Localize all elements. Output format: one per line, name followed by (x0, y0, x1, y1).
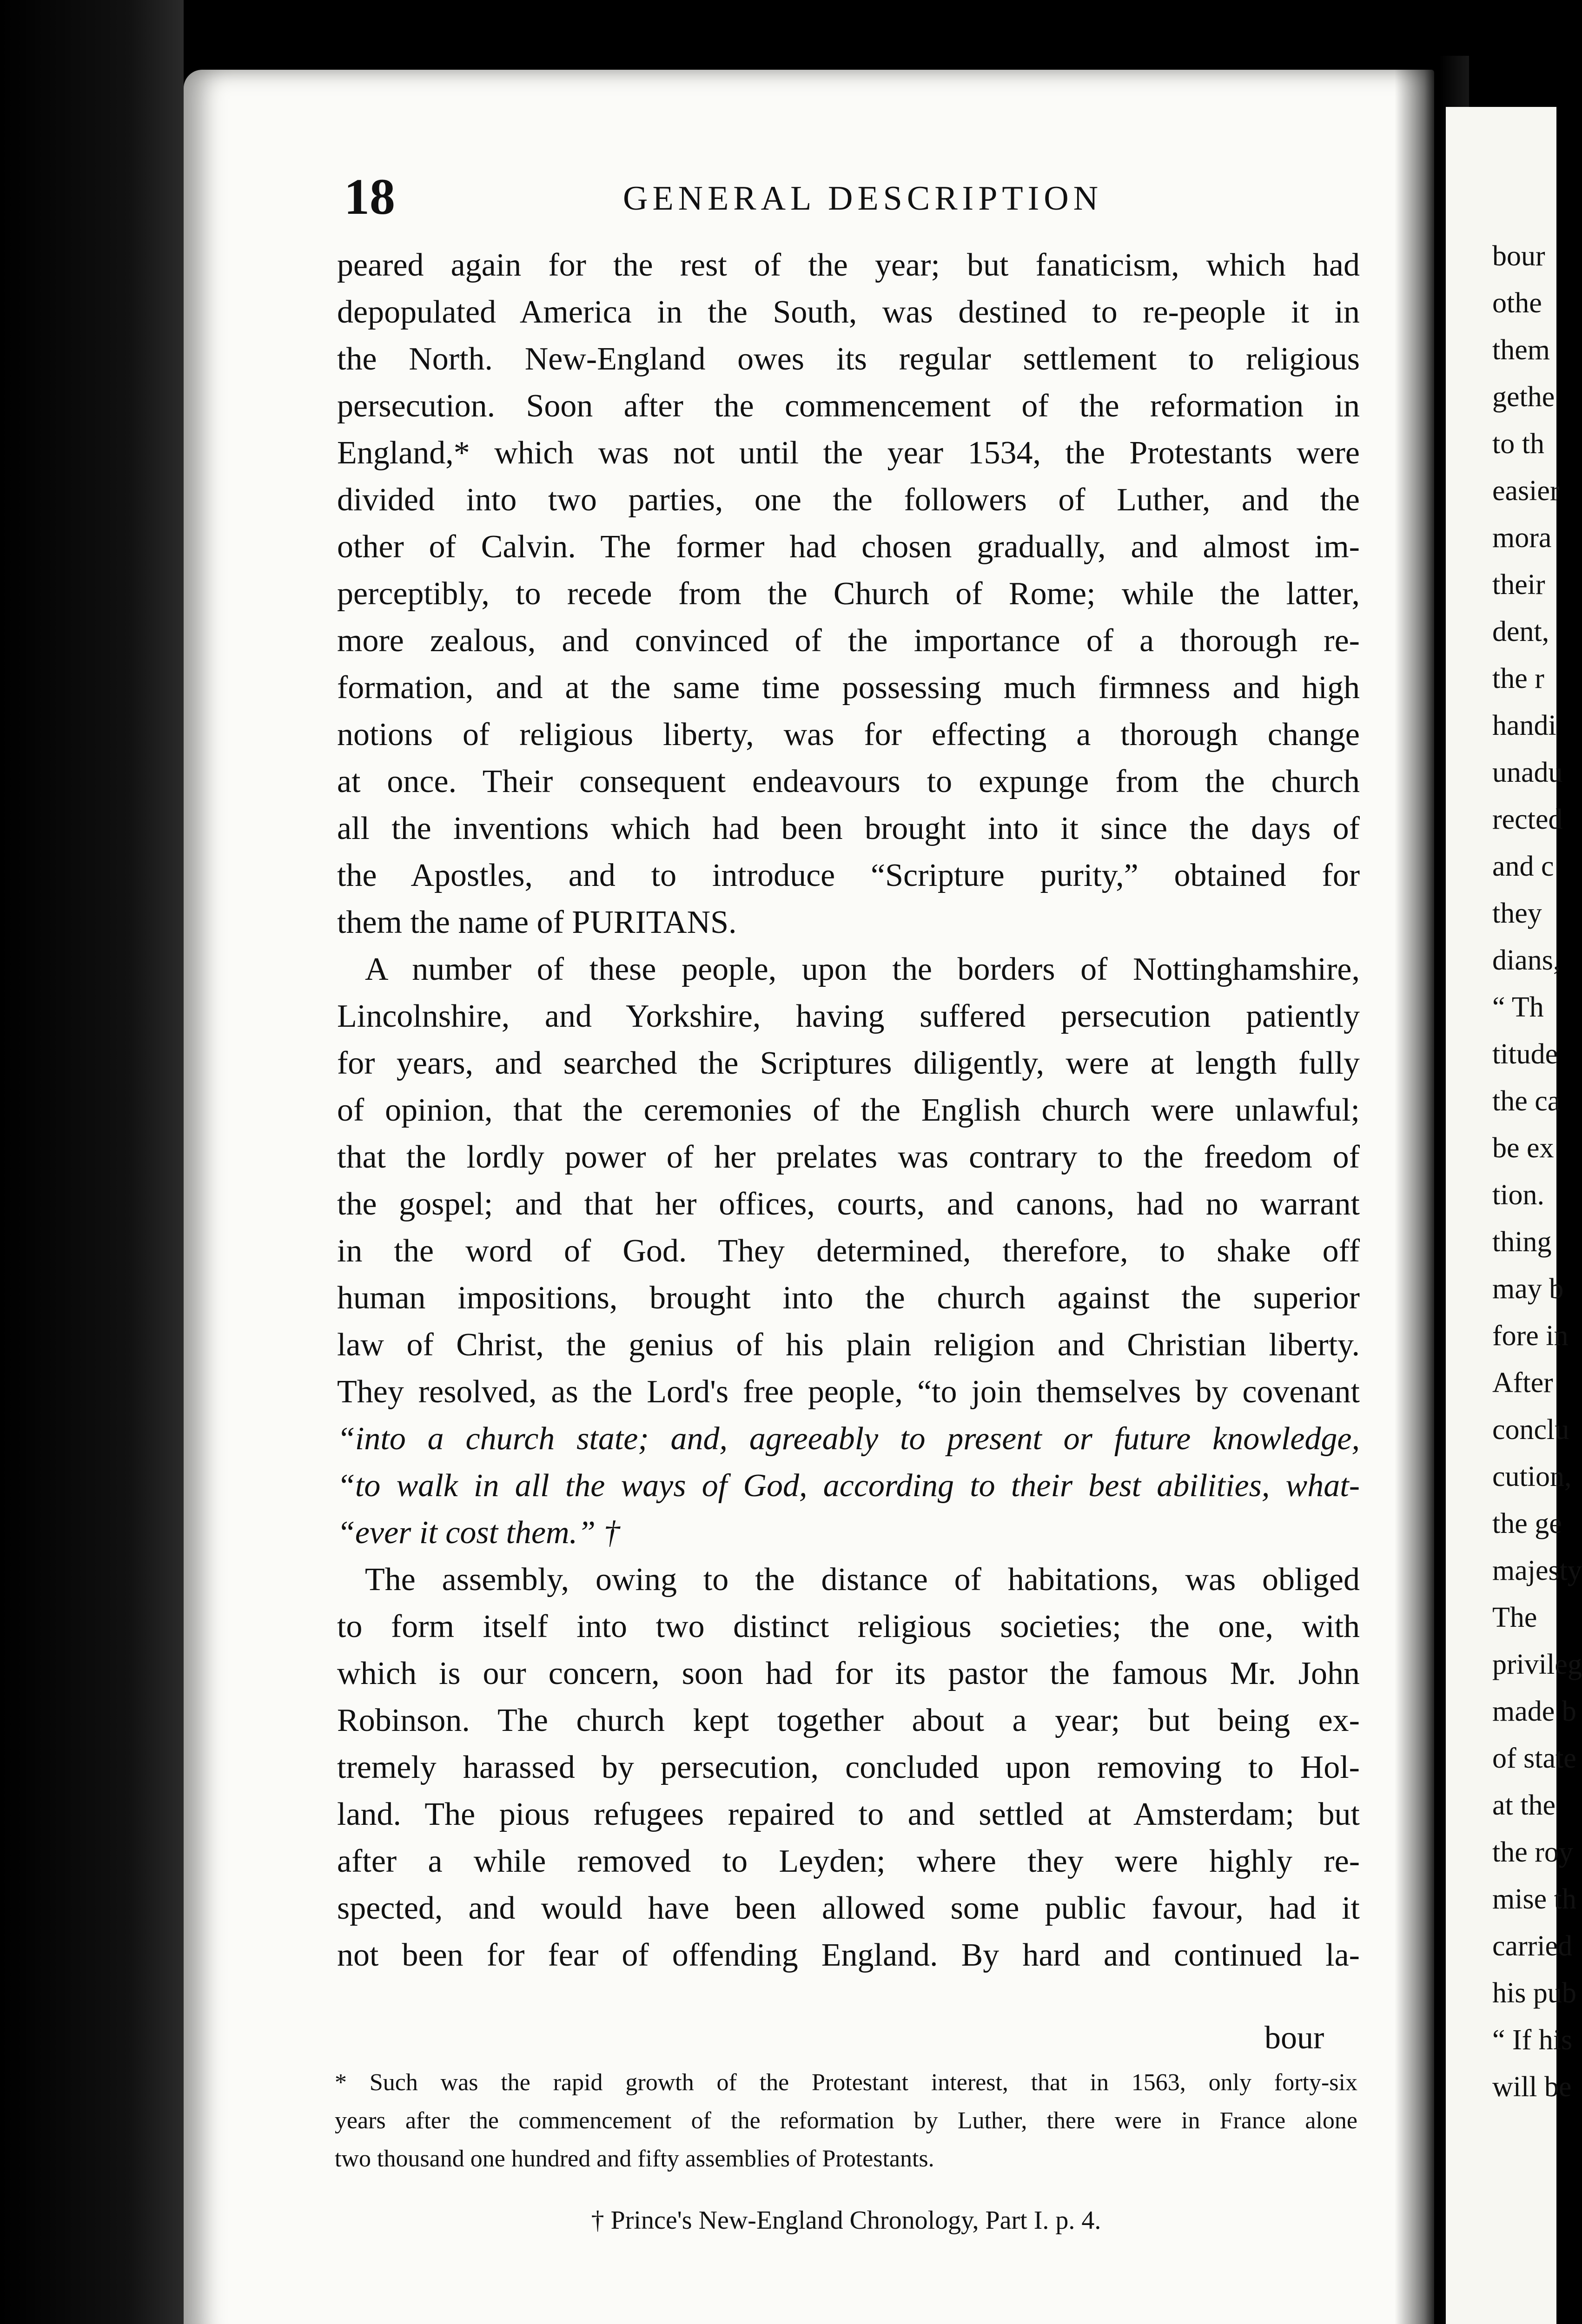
text-line: of opinion, that the ceremonies of the English church were unlawful; (337, 1092, 1360, 1128)
facing-page-line: The (1492, 1602, 1537, 1633)
facing-page-line: thing (1492, 1226, 1552, 1258)
body-text (337, 242, 1360, 1979)
text-line: formation, and at the same time possessing much firmness and high (337, 670, 1360, 706)
text-line: other of Calvin. The former had chosen gradually, and almost im- (337, 529, 1360, 565)
facing-page-line: rected (1492, 804, 1563, 835)
facing-page-line: and c (1492, 851, 1554, 882)
text-line: The assembly, owing to the distance of habitations, was obliged (365, 1562, 1360, 1598)
text-line: divided into two parties, one the followers of Luther, and the (337, 482, 1360, 518)
text-line: land. The pious refugees repaired to and settled at Amsterdam; but (337, 1796, 1360, 1832)
text-line: “into a church state; and, agreeably to present or future knowledge, (337, 1421, 1360, 1457)
facing-page-line: his pub (1492, 1977, 1576, 2009)
facing-page-line: mora (1492, 522, 1552, 554)
footnote-line: * Such was the rapid growth of the Protestant interest, that in 1563, only forty-six (335, 2069, 1357, 2096)
facing-page-line: “ Th (1492, 991, 1544, 1023)
facing-page-line: bour (1492, 240, 1545, 272)
facing-page-line: may b (1492, 1273, 1564, 1305)
text-line: which is our concern, soon had for its pastor the famous Mr. John (337, 1656, 1360, 1691)
footnotes (335, 2064, 1357, 2239)
facing-page-line: them (1492, 334, 1550, 366)
text-line: depopulated America in the South, was destined to re-people it in (337, 294, 1360, 330)
facing-page-line: conclu (1492, 1414, 1569, 1446)
book-binding (0, 0, 184, 2324)
facing-page-line: unadu (1492, 757, 1563, 788)
text-line: that the lordly power of her prelates was contrary to the freedom of (337, 1139, 1360, 1175)
facing-page-line: dent, (1492, 616, 1549, 647)
facing-page-line: they (1492, 898, 1542, 929)
text-line: persecution. Soon after the commencement of the reformation in (337, 388, 1360, 424)
facing-page-line: the ca (1492, 1085, 1561, 1117)
text-line: They resolved, as the Lord's free people, “to join themselves by covenant (337, 1374, 1360, 1410)
text-line: spected, and would have been allowed some public favour, had it (337, 1890, 1360, 1926)
facing-page-line: at the (1492, 1789, 1556, 1821)
text-line: notions of religious liberty, was for effecting a thorough change (337, 717, 1360, 753)
text-line: the gospel; and that her offices, courts, and canons, had no warrant (337, 1186, 1360, 1222)
text-line: England,* which was not until the year 1534, the Protestants were (337, 435, 1360, 471)
facing-page-line: made b (1492, 1696, 1576, 1727)
facing-page-line: dians, (1492, 944, 1561, 976)
text-line: not been for fear of offending England. By hard and continued la- (337, 1937, 1360, 1973)
facing-page-line: easier (1492, 475, 1560, 507)
text-line: the Apostles, and to introduce “Scripture purity,” obtained for (337, 858, 1360, 893)
facing-page-line: majesty (1492, 1555, 1582, 1586)
text-line: law of Christ, the genius of his plain religion and Christian liberty. (337, 1327, 1360, 1363)
text-line: “ever it cost them.” † (337, 1515, 620, 1551)
facing-page-line: will be (1492, 2071, 1572, 2103)
text-line: for years, and searched the Scriptures diligently, were at length fully (337, 1045, 1360, 1081)
facing-page-line: the ge (1492, 1508, 1562, 1539)
facing-page-line: fore in (1492, 1320, 1569, 1352)
footnote-line: † Prince's New-England Chronology, Part I. p. 4. (591, 2206, 1101, 2235)
facing-page-line: After (1492, 1367, 1553, 1399)
facing-page-line: gethe (1492, 381, 1555, 413)
facing-page-line: “ If his (1492, 2024, 1573, 2056)
text-line: them the name of PURITANS. (337, 905, 737, 940)
text-line: to form itself into two distinct religious societies; the one, with (337, 1609, 1360, 1644)
facing-page-line: othe (1492, 287, 1542, 319)
text-line: peared again for the rest of the year; but fanaticism, which had (337, 247, 1360, 283)
facing-page-line: privileg (1492, 1649, 1582, 1680)
text-line: at once. Their consequent endeavours to expunge from the church (337, 764, 1360, 799)
text-line: all the inventions which had been brought into it since the days of (337, 811, 1360, 846)
facing-page-line: tion. (1492, 1179, 1544, 1211)
facing-page-line: handi (1492, 710, 1556, 741)
facing-page-line: the r (1492, 663, 1544, 694)
facing-page (1446, 107, 1582, 2324)
text-line: tremely harassed by persecution, concluded upon removing to Hol- (337, 1750, 1360, 1785)
footnote-line: years after the commencement of the reformation by Luther, there were in France alone (335, 2107, 1357, 2134)
facing-page-line: to th (1492, 428, 1544, 460)
facing-page-line: of state (1492, 1743, 1576, 1774)
text-line: human impositions, brought into the church against the superior (337, 1280, 1360, 1316)
facing-page-line: their (1492, 569, 1545, 601)
facing-page-line: cution, (1492, 1461, 1572, 1492)
text-line: the North. New-England owes its regular settlement to religious (337, 341, 1360, 377)
catchword: bour (1264, 2020, 1324, 2056)
facing-page-line: carried (1492, 1930, 1573, 1962)
text-line: Lincolnshire, and Yorkshire, having suffered persecution patiently (337, 998, 1360, 1034)
text-line: more zealous, and convinced of the importance of a thorough re- (337, 623, 1360, 659)
page-number: 18 (344, 168, 395, 225)
text-line: “to walk in all the ways of God, according to their best abilities, what- (337, 1468, 1360, 1504)
page-header (344, 167, 1376, 225)
text-line: perceptibly, to recede from the Church of Rome; while the latter, (337, 576, 1360, 612)
facing-page-line: the roy (1492, 1836, 1573, 1868)
facing-page-line: be ex (1492, 1132, 1554, 1164)
text-line: in the word of God. They determined, therefore, to shake off (337, 1233, 1360, 1269)
running-head: GENERAL DESCRIPTION (623, 179, 1103, 218)
facing-page-line: mise th (1492, 1883, 1576, 1915)
text-line: after a while removed to Leyden; where they were highly re- (337, 1843, 1360, 1879)
text-line: A number of these people, upon the borders of Nottinghamshire, (365, 951, 1360, 987)
facing-page-line: titude (1492, 1038, 1558, 1070)
text-line: Robinson. The church kept together about a year; but being ex- (337, 1703, 1360, 1738)
footnote-line: two thousand one hundred and fifty assemblies of Protestants. (335, 2146, 934, 2172)
